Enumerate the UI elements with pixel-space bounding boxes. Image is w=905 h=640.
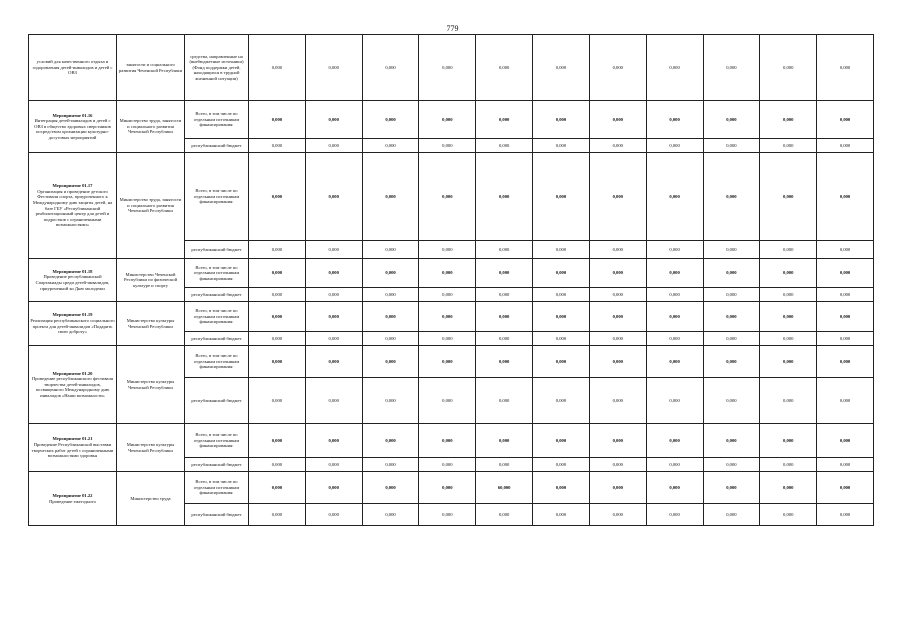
- amount-cell: 0,000: [533, 35, 590, 101]
- amount-cell: 0,000: [476, 302, 533, 332]
- amount-cell: 0,000: [476, 101, 533, 139]
- amount-cell: 0,000: [249, 504, 306, 526]
- amount-cell: 0,000: [419, 35, 476, 101]
- amount-cell: 0,000: [817, 259, 874, 288]
- responsible-agency-cell: Министерство культуры Чеченской Республики: [117, 346, 185, 424]
- measure-description: Проведение ежегодного: [49, 498, 96, 504]
- amount-cell: 0,000: [362, 259, 419, 288]
- amount-cell: 0,000: [760, 288, 817, 302]
- amount-cell: 0,000: [703, 458, 760, 472]
- amount-cell: 0,000: [817, 101, 874, 139]
- amount-cell: 0,000: [703, 504, 760, 526]
- amount-cell: 0,000: [419, 378, 476, 424]
- amount-cell: 0,000: [703, 153, 760, 241]
- amount-cell: 0,000: [817, 472, 874, 504]
- amount-cell: 0,000: [646, 424, 703, 458]
- amount-cell: 0,000: [305, 424, 362, 458]
- funding-source-cell: республиканский бюджет: [185, 504, 249, 526]
- measure-name-cell: [29, 472, 117, 526]
- amount-cell: 0,000: [589, 332, 646, 346]
- measure-description: Интеграция детей-инвалидов и детей с ОВЗ в общество здоровых сверстников посредством организации культурно-досуговых мероприятий: [34, 118, 111, 140]
- amount-cell: 0,000: [533, 378, 590, 424]
- table-row: [29, 302, 874, 332]
- amount-cell: 0,000: [419, 302, 476, 332]
- amount-cell: 0,000: [476, 35, 533, 101]
- amount-cell: 0,000: [362, 504, 419, 526]
- amount-cell: 0,000: [249, 458, 306, 472]
- measure-description: Проведение республиканского фестиваля творчества детей-инвалидов, посвященного Международному дню инвалидов «Наши возможности»: [31, 376, 114, 398]
- amount-cell: 0,000: [533, 259, 590, 288]
- amount-cell: 0,000: [817, 332, 874, 346]
- amount-cell: 0,000: [760, 101, 817, 139]
- amount-cell: 0,000: [476, 259, 533, 288]
- amount-cell: 0,000: [249, 153, 306, 241]
- funding-source-cell: Всего, в том числе по отдельным источникам финансирования:: [185, 101, 249, 139]
- amount-cell: 0,000: [305, 378, 362, 424]
- responsible-agency-cell: занятости и социального развития Чеченской Республики: [117, 35, 185, 101]
- measure-title: Мероприятие 01.19: [52, 312, 93, 318]
- amount-cell: 0,000: [419, 259, 476, 288]
- amount-cell: 0,000: [476, 346, 533, 378]
- amount-cell: 0,000: [760, 424, 817, 458]
- amount-cell: 0,000: [476, 504, 533, 526]
- measure-title: Мероприятие 01.17: [52, 183, 93, 189]
- funding-source-cell: республиканский бюджет: [185, 139, 249, 153]
- responsible-agency-cell: Министерство культуры Чеченской Республики: [117, 424, 185, 472]
- amount-cell: 0,000: [419, 153, 476, 241]
- amount-cell: 0,000: [249, 35, 306, 101]
- amount-cell: 0,000: [817, 346, 874, 378]
- measure-name-cell: [29, 424, 117, 472]
- amount-cell: 0,000: [760, 241, 817, 259]
- amount-cell: 0,000: [419, 288, 476, 302]
- amount-cell: 0,000: [760, 332, 817, 346]
- funding-source-cell: Всего, в том числе по отдельным источникам финансирования:: [185, 346, 249, 378]
- amount-cell: 0,000: [362, 302, 419, 332]
- amount-cell: 0,000: [476, 332, 533, 346]
- amount-cell: 0,000: [419, 472, 476, 504]
- amount-cell: 0,000: [249, 288, 306, 302]
- table-row: [29, 424, 874, 458]
- amount-cell: 0,000: [589, 346, 646, 378]
- amount-cell: 0,000: [817, 302, 874, 332]
- amount-cell: 0,000: [249, 332, 306, 346]
- amount-cell: 0,000: [817, 139, 874, 153]
- funding-source-cell: Всего, в том числе по отдельным источникам финансирования:: [185, 424, 249, 458]
- amount-cell: 0,000: [646, 302, 703, 332]
- amount-cell: 0,000: [305, 241, 362, 259]
- funding-source-cell: Всего, в том числе по отдельным источникам финансирования:: [185, 472, 249, 504]
- table-row: [29, 35, 874, 101]
- amount-cell: 0,000: [533, 458, 590, 472]
- amount-cell: 0,000: [703, 259, 760, 288]
- amount-cell: 0,000: [305, 346, 362, 378]
- amount-cell: 60,000: [476, 472, 533, 504]
- funding-source-cell: республиканский бюджет: [185, 288, 249, 302]
- amount-cell: 0,000: [476, 424, 533, 458]
- measure-description: Проведение Республиканской выставки творческих работ детей с ограниченными возможностями здоровья: [31, 441, 114, 459]
- amount-cell: 0,000: [646, 458, 703, 472]
- amount-cell: 0,000: [419, 101, 476, 139]
- amount-cell: 0,000: [589, 153, 646, 241]
- amount-cell: 0,000: [589, 288, 646, 302]
- funding-source-cell: республиканский бюджет: [185, 378, 249, 424]
- amount-cell: 0,000: [703, 346, 760, 378]
- amount-cell: 0,000: [646, 378, 703, 424]
- measure-name-cell: [29, 35, 117, 101]
- amount-cell: 0,000: [362, 332, 419, 346]
- amount-cell: 0,000: [703, 332, 760, 346]
- amount-cell: 0,000: [703, 378, 760, 424]
- amount-cell: 0,000: [703, 472, 760, 504]
- amount-cell: 0,000: [703, 101, 760, 139]
- amount-cell: 0,000: [476, 378, 533, 424]
- measure-name-cell: [29, 101, 117, 153]
- funding-source-cell: Всего, в том числе по отдельным источникам финансирования:: [185, 153, 249, 241]
- amount-cell: 0,000: [703, 35, 760, 101]
- amount-cell: 0,000: [362, 378, 419, 424]
- amount-cell: 0,000: [249, 424, 306, 458]
- amount-cell: 0,000: [249, 346, 306, 378]
- page-number: 779: [446, 24, 459, 33]
- amount-cell: 0,000: [305, 288, 362, 302]
- amount-cell: 0,000: [533, 472, 590, 504]
- amount-cell: 0,000: [817, 378, 874, 424]
- amount-cell: 0,000: [249, 259, 306, 288]
- amount-cell: 0,000: [646, 35, 703, 101]
- measure-description: Реализация республиканского социального проекта для детей-инвалидов «Подарить свою доброту»: [30, 317, 115, 335]
- amount-cell: 0,000: [817, 458, 874, 472]
- amount-cell: 0,000: [476, 139, 533, 153]
- amount-cell: 0,000: [589, 302, 646, 332]
- amount-cell: 0,000: [362, 424, 419, 458]
- amount-cell: 0,000: [646, 259, 703, 288]
- amount-cell: 0,000: [589, 241, 646, 259]
- responsible-agency-cell: Министерство труда, занятости и социального развития Чеченской Республики: [117, 101, 185, 153]
- amount-cell: 0,000: [305, 139, 362, 153]
- measure-name-cell: [29, 153, 117, 259]
- amount-cell: 0,000: [817, 241, 874, 259]
- measure-name-cell: [29, 346, 117, 424]
- amount-cell: 0,000: [362, 288, 419, 302]
- amount-cell: 0,000: [589, 504, 646, 526]
- table-row: [29, 472, 874, 504]
- responsible-agency-cell: Министерство Чеченской Республики по физической культуре и спорту: [117, 259, 185, 302]
- amount-cell: 0,000: [533, 288, 590, 302]
- measure-title: Мероприятие 01.18: [52, 268, 93, 274]
- funding-source-cell: Всего, в том числе по отдельным источникам финансирования:: [185, 302, 249, 332]
- amount-cell: 0,000: [760, 472, 817, 504]
- measure-title: Мероприятие 01.20: [52, 370, 93, 376]
- amount-cell: 0,000: [533, 241, 590, 259]
- measure-title: Мероприятие 01.16: [52, 112, 93, 118]
- amount-cell: 0,000: [305, 35, 362, 101]
- amount-cell: 0,000: [249, 101, 306, 139]
- amount-cell: 0,000: [817, 504, 874, 526]
- measure-title: Мероприятие 01.22: [52, 492, 93, 498]
- responsible-agency-cell: Министерство труда: [117, 472, 185, 526]
- amount-cell: 0,000: [305, 504, 362, 526]
- amount-cell: 0,000: [419, 139, 476, 153]
- amount-cell: 0,000: [533, 424, 590, 458]
- table-row: [29, 153, 874, 241]
- amount-cell: 0,000: [305, 332, 362, 346]
- amount-cell: 0,000: [249, 302, 306, 332]
- amount-cell: 0,000: [476, 241, 533, 259]
- amount-cell: 0,000: [703, 139, 760, 153]
- amount-cell: 0,000: [533, 302, 590, 332]
- table-row: [29, 101, 874, 139]
- amount-cell: 0,000: [646, 346, 703, 378]
- amount-cell: 0,000: [589, 458, 646, 472]
- amount-cell: 0,000: [646, 241, 703, 259]
- amount-cell: 0,000: [362, 101, 419, 139]
- amount-cell: 0,000: [533, 332, 590, 346]
- table-row: [29, 346, 874, 378]
- measure-description: Проведение республиканской Спартакиады среди детей-инвалидов, приуроченной ко Дню молодежи: [35, 274, 110, 291]
- amount-cell: 0,000: [362, 139, 419, 153]
- amount-cell: 0,000: [362, 472, 419, 504]
- amount-cell: 0,000: [646, 153, 703, 241]
- amount-cell: 0,000: [249, 472, 306, 504]
- table-row: [29, 259, 874, 288]
- amount-cell: 0,000: [419, 504, 476, 526]
- amount-cell: 0,000: [362, 35, 419, 101]
- amount-cell: 0,000: [305, 472, 362, 504]
- amount-cell: 0,000: [476, 288, 533, 302]
- amount-cell: 0,000: [589, 424, 646, 458]
- amount-cell: 0,000: [646, 504, 703, 526]
- amount-cell: 0,000: [419, 424, 476, 458]
- amount-cell: 0,000: [817, 153, 874, 241]
- amount-cell: 0,000: [305, 458, 362, 472]
- amount-cell: 0,000: [703, 288, 760, 302]
- amount-cell: 0,000: [760, 259, 817, 288]
- responsible-agency-cell: Министерство культуры Чеченской Республики: [117, 302, 185, 346]
- amount-cell: 0,000: [589, 139, 646, 153]
- amount-cell: 0,000: [305, 101, 362, 139]
- amount-cell: 0,000: [646, 101, 703, 139]
- amount-cell: 0,000: [249, 139, 306, 153]
- amount-cell: 0,000: [760, 35, 817, 101]
- amount-cell: 0,000: [646, 472, 703, 504]
- amount-cell: 0,000: [362, 346, 419, 378]
- funding-source-cell: средства, направленные на (внебюджетные источники) (Фонд поддержки детей, находящихся в трудной жизненной ситуации): [185, 35, 249, 101]
- amount-cell: 0,000: [305, 153, 362, 241]
- amount-cell: 0,000: [362, 458, 419, 472]
- amount-cell: 0,000: [476, 153, 533, 241]
- amount-cell: 0,000: [533, 346, 590, 378]
- amount-cell: 0,000: [589, 472, 646, 504]
- amount-cell: 0,000: [419, 332, 476, 346]
- amount-cell: 0,000: [419, 346, 476, 378]
- amount-cell: 0,000: [362, 153, 419, 241]
- measure-description: Организация и проведение детского Фестиваля спорта, приуроченного к Международному дню защиты детей, на базе ГБУ «Республиканский реабилитационный центр для детей и подростков с ограниченными возможностями»: [32, 188, 113, 228]
- amount-cell: 0,000: [760, 378, 817, 424]
- amount-cell: 0,000: [362, 241, 419, 259]
- measure-name-cell: [29, 302, 117, 346]
- amount-cell: 0,000: [760, 153, 817, 241]
- amount-cell: 0,000: [646, 139, 703, 153]
- funding-source-cell: Всего, в том числе по отдельным источникам финансирования:: [185, 259, 249, 288]
- amount-cell: 0,000: [646, 288, 703, 302]
- amount-cell: 0,000: [760, 346, 817, 378]
- amount-cell: 0,000: [305, 259, 362, 288]
- amount-cell: 0,000: [703, 302, 760, 332]
- responsible-agency-cell: Министерство труда, занятости и социального развития Чеченской Республики: [117, 153, 185, 259]
- amount-cell: 0,000: [817, 288, 874, 302]
- amount-cell: 0,000: [589, 35, 646, 101]
- amount-cell: 0,000: [817, 35, 874, 101]
- measure-title: Мероприятие 01.21: [52, 436, 93, 442]
- funding-source-cell: республиканский бюджет: [185, 332, 249, 346]
- amount-cell: 0,000: [249, 241, 306, 259]
- funding-source-cell: республиканский бюджет: [185, 241, 249, 259]
- amount-cell: 0,000: [476, 458, 533, 472]
- financing-table: [28, 34, 874, 526]
- amount-cell: 0,000: [419, 241, 476, 259]
- amount-cell: 0,000: [760, 139, 817, 153]
- amount-cell: 0,000: [533, 101, 590, 139]
- amount-cell: 0,000: [533, 153, 590, 241]
- amount-cell: 0,000: [533, 504, 590, 526]
- amount-cell: 0,000: [249, 378, 306, 424]
- amount-cell: 0,000: [760, 504, 817, 526]
- amount-cell: 0,000: [589, 378, 646, 424]
- amount-cell: 0,000: [817, 424, 874, 458]
- amount-cell: 0,000: [760, 302, 817, 332]
- amount-cell: 0,000: [533, 139, 590, 153]
- measure-description: условий для качественного отдыха и оздоровления детей-инвалидов и детей с ОВЗ: [32, 59, 113, 76]
- amount-cell: 0,000: [419, 458, 476, 472]
- amount-cell: 0,000: [703, 424, 760, 458]
- amount-cell: 0,000: [703, 241, 760, 259]
- amount-cell: 0,000: [305, 302, 362, 332]
- amount-cell: 0,000: [589, 259, 646, 288]
- amount-cell: 0,000: [760, 458, 817, 472]
- amount-cell: 0,000: [589, 101, 646, 139]
- amount-cell: 0,000: [646, 332, 703, 346]
- measure-name-cell: [29, 259, 117, 302]
- funding-source-cell: республиканский бюджет: [185, 458, 249, 472]
